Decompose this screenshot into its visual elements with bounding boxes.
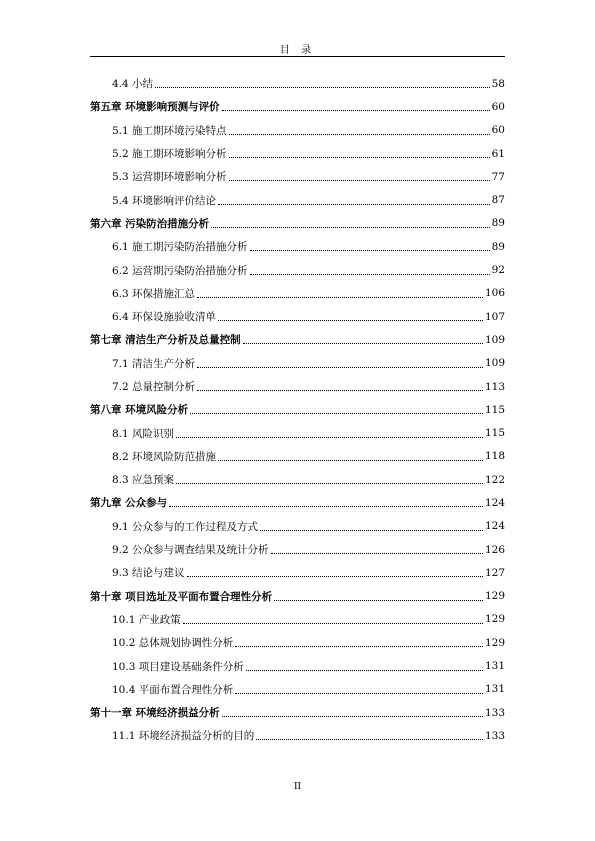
toc-entry-page: 115 — [484, 403, 505, 416]
toc-entry-title: 5.1 施工期环境污染特点 — [112, 124, 227, 137]
toc-entry-page: 129 — [484, 613, 505, 626]
toc-entry-page: 107 — [484, 310, 505, 323]
toc-entry-title: 第十一章 环境经济损益分析 — [90, 707, 220, 720]
toc-section-entry[interactable] — [90, 165, 505, 188]
dot-leader — [218, 203, 490, 205]
toc-section-entry[interactable] — [90, 561, 505, 584]
toc-section-entry[interactable] — [90, 678, 505, 701]
toc-entry-page: 89 — [491, 217, 505, 230]
toc-chapter-entry[interactable] — [90, 95, 505, 118]
header-divider — [90, 56, 505, 57]
dot-leader — [222, 109, 490, 111]
dot-leader — [197, 296, 483, 298]
toc-entry-page: 124 — [484, 496, 505, 509]
toc-entry-title: 9.2 公众参与调查结果及统计分析 — [112, 544, 269, 557]
dot-leader — [218, 459, 483, 461]
toc-section-entry[interactable] — [90, 538, 505, 561]
toc-entry-title: 6.1 施工期污染防治措施分析 — [112, 241, 248, 254]
dot-leader — [229, 179, 490, 181]
toc-section-entry[interactable] — [90, 305, 505, 328]
dot-leader — [190, 412, 483, 414]
dot-leader — [235, 645, 483, 647]
toc-entry-page: 118 — [484, 450, 505, 463]
toc-chapter-entry[interactable] — [90, 701, 505, 724]
toc-entry-page: 115 — [484, 427, 505, 440]
toc-entry-page: 133 — [484, 729, 505, 742]
toc-section-entry[interactable] — [90, 445, 505, 468]
toc-entry-title: 10.1 产业政策 — [112, 613, 181, 626]
dot-leader — [211, 226, 489, 228]
toc-section-entry[interactable] — [90, 352, 505, 375]
dot-leader — [176, 482, 483, 484]
toc-entry-title: 8.2 环境风险防范措施 — [112, 450, 217, 463]
toc-entry-title: 6.3 环保措施汇总 — [112, 287, 196, 300]
toc-entry-title: 8.1 风险识别 — [112, 427, 175, 440]
toc-section-entry[interactable] — [90, 282, 505, 305]
dot-leader — [235, 692, 483, 694]
toc-entry-page: 58 — [491, 77, 505, 90]
toc-section-entry[interactable] — [90, 142, 505, 165]
toc-entry-title: 第五章 环境影响预测与评价 — [90, 101, 220, 114]
toc-entry-title: 6.4 环保设施验收清单 — [112, 311, 217, 324]
toc-section-entry[interactable] — [90, 258, 505, 281]
dot-leader — [222, 715, 483, 717]
toc-entry-page: 122 — [484, 473, 505, 486]
toc-entry-title: 第六章 污染防治措施分析 — [90, 217, 210, 230]
toc-entry-title: 7.1 清洁生产分析 — [112, 357, 196, 370]
toc-entry-title: 10.3 项目建设基础条件分析 — [112, 660, 244, 673]
toc-entry-title: 4.4 小结 — [112, 78, 154, 91]
toc-chapter-entry[interactable] — [90, 585, 505, 608]
toc-entry-title: 第八章 环境风险分析 — [90, 404, 189, 417]
dot-leader — [274, 599, 483, 601]
toc-entry-title: 8.3 应急预案 — [112, 474, 175, 487]
toc-section-entry[interactable] — [90, 188, 505, 211]
toc-entry-title: 10.2 总体规划协调性分析 — [112, 637, 234, 650]
toc-entry-title: 10.4 平面布置合理性分析 — [112, 683, 234, 696]
page-header-title: 目 录 — [279, 45, 316, 56]
dot-leader — [169, 505, 483, 507]
toc-entry-title: 7.2 总量控制分析 — [112, 381, 196, 393]
toc-entry-page: 60 — [491, 100, 505, 113]
toc-entry-page: 106 — [484, 287, 505, 300]
toc-chapter-entry[interactable] — [90, 328, 505, 351]
toc-entry-page: 129 — [484, 590, 505, 603]
toc-entry-page: 109 — [484, 333, 505, 346]
toc-entry-page: 113 — [484, 380, 505, 393]
toc-entry-page: 60 — [491, 124, 505, 137]
toc-entry-title: 第七章 清洁生产分析及总量控制 — [90, 334, 241, 347]
dot-leader — [243, 342, 483, 344]
toc-entry-page: 92 — [491, 264, 505, 277]
dot-leader — [229, 133, 490, 135]
toc-entry-page: 129 — [484, 636, 505, 649]
dot-leader — [246, 669, 483, 671]
toc-entry-page: 131 — [484, 660, 505, 673]
toc-section-entry[interactable] — [90, 421, 505, 444]
toc-entry-title: 5.4 环境影响评价结论 — [112, 194, 217, 207]
dot-leader — [229, 156, 490, 158]
toc-entry-title: 9.3 结论与建议 — [112, 567, 185, 580]
toc-entry-page: 127 — [484, 566, 505, 579]
toc-entry-title: 第十章 项目选址及平面布置合理性分析 — [90, 590, 273, 603]
dot-leader — [256, 738, 483, 740]
dot-leader — [197, 366, 483, 368]
toc-section-entry[interactable] — [90, 654, 505, 677]
toc-entry-page: 87 — [491, 194, 505, 207]
toc-chapter-entry[interactable] — [90, 491, 505, 514]
dot-leader — [260, 529, 483, 531]
toc-entry-title: 11.1 环境经济损益分析的目的 — [112, 730, 255, 743]
toc-section-entry[interactable] — [90, 119, 505, 142]
toc-section-entry[interactable] — [90, 631, 505, 654]
toc-entry-title: 9.1 公众参与的工作过程及方式 — [112, 520, 259, 533]
dot-leader — [218, 319, 483, 321]
toc-section-entry[interactable] — [90, 724, 505, 747]
dot-leader — [176, 436, 483, 438]
toc-entry-page: 124 — [484, 520, 505, 533]
page-number: II — [293, 782, 302, 792]
dot-leader — [187, 575, 483, 577]
toc-section-entry[interactable] — [90, 468, 505, 491]
toc-entry-title: 5.2 施工期环境影响分析 — [112, 148, 227, 161]
toc-entry-page: 126 — [484, 543, 505, 556]
dot-leader — [197, 389, 483, 391]
toc-section-entry[interactable] — [90, 608, 505, 631]
toc-section-entry[interactable] — [90, 375, 505, 398]
toc-entry-page: 131 — [484, 683, 505, 696]
toc-entry-title: 6.2 运营期污染防治措施分析 — [112, 264, 248, 277]
dot-leader — [155, 86, 490, 88]
toc-entry-title: 第九章 公众参与 — [90, 497, 168, 510]
toc-entry-title: 5.3 运营期环境影响分析 — [112, 171, 227, 184]
dot-leader — [250, 249, 490, 251]
toc-section-entry[interactable] — [90, 515, 505, 538]
dot-leader — [271, 552, 483, 554]
table-of-contents — [90, 72, 505, 748]
dot-leader — [250, 273, 490, 275]
toc-chapter-entry[interactable] — [90, 398, 505, 421]
toc-entry-page: 109 — [484, 357, 505, 370]
toc-entry-page: 77 — [491, 170, 505, 183]
toc-section-entry[interactable] — [90, 72, 505, 95]
toc-entry-page: 89 — [491, 240, 505, 253]
dot-leader — [183, 622, 483, 624]
toc-entry-page: 61 — [491, 147, 505, 160]
toc-entry-page: 133 — [484, 706, 505, 719]
toc-section-entry[interactable] — [90, 235, 505, 258]
toc-chapter-entry[interactable] — [90, 212, 505, 235]
